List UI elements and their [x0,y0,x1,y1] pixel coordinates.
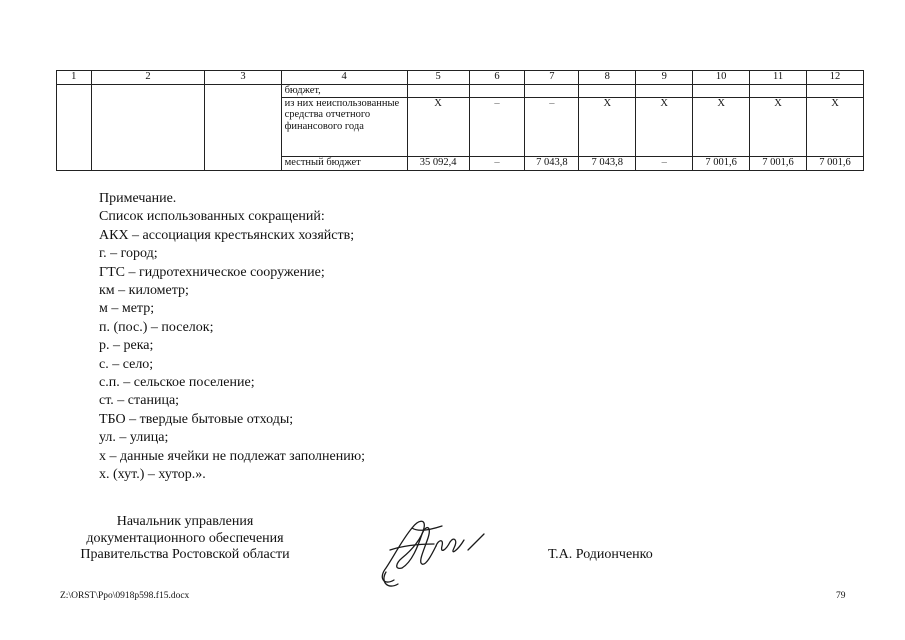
table-cell [525,85,579,98]
handwritten-signature [372,510,492,592]
abbreviation-item: км – километр; [99,283,189,299]
signatory-name: Т.А. Родионченко [548,547,653,562]
abbreviation-item: х. (хут.) – хутор.». [99,467,206,483]
signatory-title-line: Правительства Ростовской области [80,547,290,562]
row-label: бюджет, [281,85,407,98]
abbreviation-item: ст. – станица; [99,393,180,409]
abbreviations-heading: Список использованных сокращений: [99,209,325,225]
column-header: 6 [469,71,525,85]
budget-table [56,70,864,171]
signatory-title [40,514,330,564]
column-header: 1 [57,71,92,85]
column-header: 11 [750,71,807,85]
note-heading: Примечание. [99,191,177,206]
table-cell: 7 043,8 [525,156,579,170]
table-cell: 35 092,4 [407,156,469,170]
abbreviation-item: ул. – улица; [99,430,169,446]
abbreviations-note [99,190,699,485]
table-cell [469,85,525,98]
table-cell: 7 001,6 [693,156,750,170]
table-cell [806,85,863,98]
table-cell [57,85,92,171]
page-number: 79 [836,591,846,601]
signatory-title-line: Начальник управления [116,514,254,529]
table-cell: – [469,156,525,170]
table-cell: – [525,97,579,156]
table-cell [693,85,750,98]
abbreviation-item: п. (пос.) – поселок; [99,319,214,335]
column-header: 3 [205,71,281,85]
abbreviation-item: м – метр; [99,301,155,317]
abbreviation-item: ТБО – твердые бытовые отходы; [99,411,294,427]
table-cell [579,85,636,98]
column-header: 10 [693,71,750,85]
row-label: местный бюджет [281,156,407,170]
abbreviation-item: г. – город; [99,246,158,262]
table-header-row [57,71,864,85]
table-cell [636,85,693,98]
column-header: 9 [636,71,693,85]
table-cell: Х [693,97,750,156]
table-cell [407,85,469,98]
column-header: 4 [281,71,407,85]
abbreviation-item: ГТС – гидротехническое сооружение; [99,264,325,280]
column-header: 12 [806,71,863,85]
table-cell: 7 001,6 [806,156,863,170]
table-cell: Х [407,97,469,156]
table-cell [91,85,205,171]
abbreviation-item: с. – село; [99,356,154,372]
table-cell: 7 043,8 [579,156,636,170]
table-cell: Х [636,97,693,156]
table-cell: Х [579,97,636,156]
abbreviation-item: с.п. – сельское поселение; [99,375,255,391]
table-cell [205,85,281,171]
column-header: 2 [91,71,205,85]
table-cell: Х [806,97,863,156]
footer-file-path: Z:\ORST\Ppo\0918p598.f15.docx [60,591,190,601]
table-cell: – [469,97,525,156]
table-cell: – [636,156,693,170]
table-cell: 7 001,6 [750,156,807,170]
abbreviation-item: АКХ – ассоциация крестьянских хозяйств; [99,227,355,243]
column-header: 7 [525,71,579,85]
row-label: из них неиспользованные средства отчетного финансового года [281,97,407,156]
table-row [57,85,864,98]
signatory-title-line: документационного обеспечения [86,530,284,546]
column-header: 5 [407,71,469,85]
table-cell [750,85,807,98]
abbreviation-item: х – данные ячейки не подлежат заполнению; [99,448,366,464]
table-cell: Х [750,97,807,156]
abbreviation-item: р. – река; [99,338,154,354]
column-header: 8 [579,71,636,85]
